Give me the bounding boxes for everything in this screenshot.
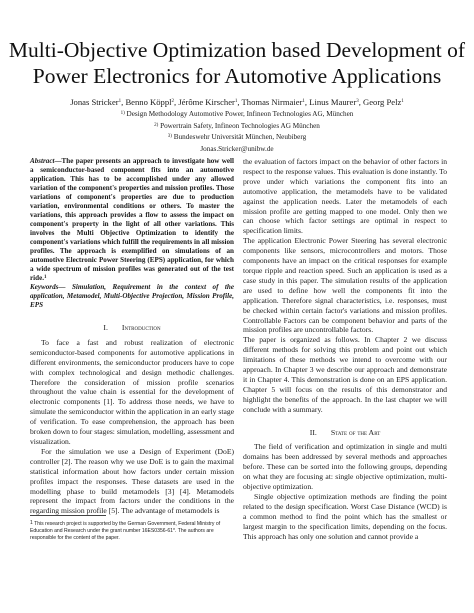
author-name: Linus Maurer xyxy=(309,97,357,107)
footnote-mark: 1 xyxy=(30,520,33,526)
footnote-rule xyxy=(30,515,106,516)
author-affil-mark: 1 xyxy=(401,99,404,104)
footnote xyxy=(30,521,240,542)
paragraph: The field of verification and optimization in single and multi domains has been addressed by several methods and approaches before. These can be sorted into the following groups, depending on what they are focusing at: single objective optimization, multi-objective optimization. xyxy=(243,442,447,492)
author-email: Jonas.Stricker@unibw.de xyxy=(200,144,274,153)
title-line-1: Multi-Objective Optimization based Development of xyxy=(8,38,466,62)
keywords: Keywords— Simulation, Requirement in the context of the application, Metamodel, Multi-Objective Projection, Mission Profile, EPS xyxy=(30,283,234,309)
author-name: Georg Pelz xyxy=(363,97,402,107)
author-name: Benno Köppl xyxy=(125,97,172,107)
paragraph: The paper is organized as follows. In Chapter 2 we discuss different methods for solving this problem and point out which limitations of these methods we intend to overcome with our approach. In Chapter 3 we describe our approach and demonstrate it in Chapter 4. This demonstration is done on an EPS application. Chapter 5 will focus on the results of this demonstrator and highlight the benefits of the approach. In the last chapter we will conclude with a summary. xyxy=(243,335,447,414)
paragraph: the evaluation of factors impact on the behavior of other factors in respect to the response values. This evaluation is done instantly. To prove under which variations the component fits into an automotive application, the metamodels have to be validated against the application needs. Later the metamodels of each mission profile are getting mapped to one model. Only then we can choose which factor settings are optimal in respect to specification limits. xyxy=(243,157,447,236)
section-number: II. xyxy=(309,427,317,437)
section-heading-introduction xyxy=(30,323,234,333)
footnote-text: This research project is supported by the German Government, Federal Ministry of Education and Research under the grant number 16ES0356-61*. The authors are responsible for the content of the paper. xyxy=(30,521,221,542)
affiliation-line: $^{1)}$ Design Methodology Automotive Power, Infineon Technologies AG, München xyxy=(120,110,354,118)
paragraph: Single objective optimization methods are finding the point related to the design specification. Worst Case Distance (WCD) is a common method to find the point which has the smallest or largest margin to the specification limits, depending on the focus. This approach has only one solution and cannot provide a xyxy=(243,492,447,541)
section-number: I. xyxy=(103,323,108,332)
affiliation-line: $^{2)}$ Powertrain Safety, Infineon Technologies AG München xyxy=(154,121,320,130)
section-title: Introduction xyxy=(121,323,161,332)
paper-title xyxy=(0,37,474,89)
section-heading-state-of-the-art xyxy=(243,428,447,438)
author-affil-mark: 1 xyxy=(234,99,238,104)
author-list: Jonas Stricker$^1$, Benno Köppl$^2$, Jérôme Kirscher$^1$, Thomas Nirmaier$^1$, Linus Maurer$^3$, Georg Pelz$^1$ xyxy=(70,97,404,107)
paragraph: The application Electronic Power Steering has several electronic components like sensors, microcontrollers and motors. Those components have an impact on the critical responses for example torque ripple and reaction speed. Such an application is used as a case study in this paper. The simulation results of the application are used to define how well the components fit into the application. Therefore signal characteristics, i.e. responses, must be checked within certain factor's variations and mission profiles. Controllable Factors can be component behavior and parts of the mission profiles are uncontrollable factors. xyxy=(243,236,447,335)
author-name: Jérôme Kirscher xyxy=(178,97,235,107)
paragraph: To face a fast and robust realization of electronic semiconductor-based components for automotive applications in different environments, the semiconductor producers have to cope with complex technological and design methodic challenges. Therefore the consideration of mission profile scenarios throughout the value chain is essential for the development of electronic components [1]. To address those needs, we have to simulate the semiconductor within the application in an early stage of verification. To ease comprehension, the approach has been broken down to four stages: simulation, modelling, assessment and visualization. xyxy=(30,337,234,446)
author-affil-mark: 1 xyxy=(302,99,305,104)
abstract-label: Abstract xyxy=(30,157,55,165)
footnote-mark: 1 xyxy=(44,275,47,280)
author-affil-mark: 2 xyxy=(171,99,175,104)
left-column xyxy=(30,157,234,516)
affiliations xyxy=(0,109,474,155)
author-name: Jonas Stricker xyxy=(70,97,119,107)
section-title: State of the Art xyxy=(330,427,381,437)
author-name: Thomas Nirmaier xyxy=(241,97,303,107)
abstract-text: —The paper presents an approach to investigate how well a semiconductor-based component fits into an automotive application. This has to be accomplished under any allowed variation of the component's properties and mission profiles. Those variations of component's properties are due to production variation, environmental conditions or others. To master the variations, this approach provides a flow to assess the impact on component's property in the light of all other variations. This involves the Multi Objective Optimization to identify the component's variations which fulfill the requirements in all mission profiles. The approach is exemplified on simulations of an automotive Electronic Power Steering (EPS) application, for which a wide spectrum of mission profiles was generated out of the test ride. xyxy=(30,157,234,282)
paragraph: For the simulation we use a Design of Experiment (DoE) controller [2]. The reason why we use DoE is to gain the maximal statistical information about how factors under certain mission profiles impact the responses. These datasets are used in the modelling phase to build metamodels [3] [4]. Metamodels represent the impact from factors under the conditions in the regarding mission profile [5]. The advantage of metamodels is xyxy=(30,446,234,516)
author-affil-mark: 1 xyxy=(118,99,122,104)
author-affil-mark: 3 xyxy=(356,99,359,104)
abstract xyxy=(30,157,234,283)
affiliation-line: $^{3)}$ Bundeswehr Universität München, Neubiberg xyxy=(167,133,307,142)
right-column xyxy=(243,157,447,542)
title-line-2: Power Electronics for Automotive Applications xyxy=(32,64,442,88)
